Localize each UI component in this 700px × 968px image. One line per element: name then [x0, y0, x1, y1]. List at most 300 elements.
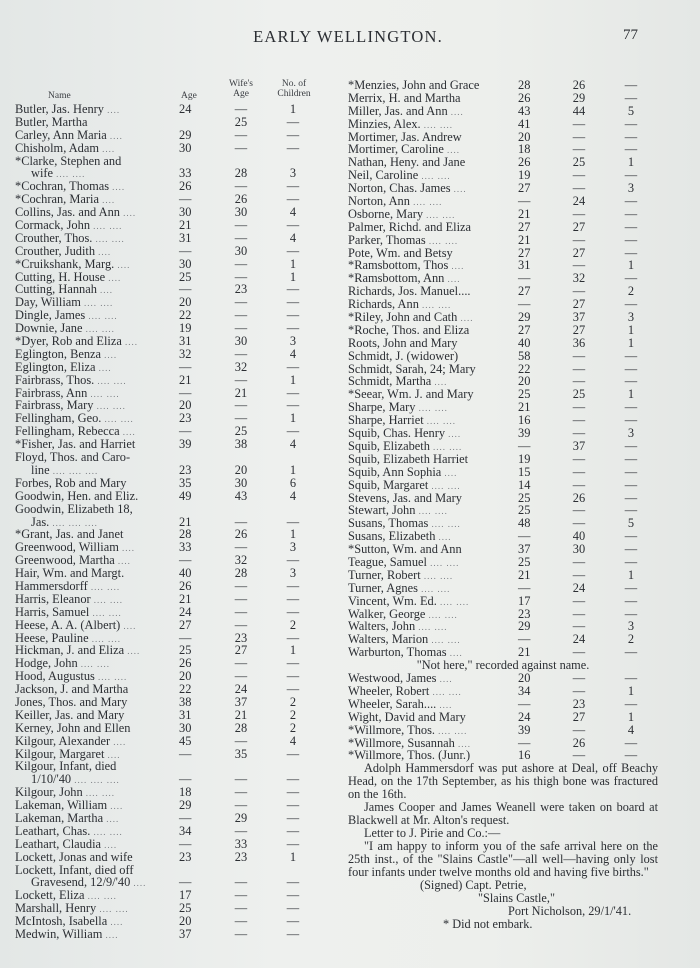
- wife-age-value: —: [234, 540, 248, 555]
- passenger-name: Fairbrass, Mary .... ....: [15, 398, 126, 413]
- wife-age-value: —: [234, 256, 248, 271]
- age-value: 23: [179, 462, 192, 477]
- children-value: 4: [289, 230, 297, 245]
- age-value: —: [179, 772, 192, 787]
- not-here-note: "Not here," recorded against name.: [416, 658, 590, 673]
- leader-dots: .... ....: [426, 416, 457, 427]
- wife-age-value: 33: [234, 836, 248, 851]
- wife-age-value: 23: [572, 696, 586, 711]
- children-value: 4: [627, 722, 635, 737]
- children-value: —: [286, 179, 300, 194]
- list-row: [348, 685, 658, 698]
- children-value: —: [286, 836, 300, 851]
- children-value: —: [286, 385, 300, 400]
- age-value: 25: [518, 554, 531, 569]
- wife-age-value: —: [234, 901, 248, 916]
- col-children-heading: No. of Children: [277, 79, 311, 99]
- age-value: —: [179, 875, 192, 890]
- wife-age-value: 24: [572, 632, 586, 647]
- leader-dots: ....: [108, 272, 122, 283]
- age-value: —: [518, 297, 531, 312]
- children-value: —: [624, 348, 638, 363]
- age-value: —: [518, 271, 531, 286]
- children-value: —: [286, 772, 300, 787]
- children-value: —: [286, 746, 300, 761]
- leader-dots: .... ....: [96, 401, 126, 412]
- passenger-name: Jas. .... .... ....: [31, 514, 98, 529]
- wife-age-value: —: [234, 398, 248, 413]
- leader-dots: .... ....: [421, 583, 451, 594]
- leader-dots: .... ....: [93, 594, 124, 605]
- passenger-name: Hammersdorff .... ....: [15, 578, 121, 593]
- left-column-header: [15, 79, 325, 103]
- wife-age-value: —: [234, 140, 248, 155]
- age-value: —: [518, 438, 531, 453]
- list-row: [348, 724, 658, 737]
- leader-dots: ....: [104, 349, 118, 360]
- leader-dots: .... ....: [439, 596, 470, 607]
- children-value: —: [624, 413, 638, 428]
- leader-dots: ....: [434, 377, 448, 388]
- passenger-name: Hair, Wm. and Margt.: [15, 566, 125, 581]
- leader-dots: ....: [444, 467, 458, 478]
- age-value: 20: [179, 914, 192, 929]
- age-value: 25: [518, 387, 531, 402]
- passenger-name: *Roche, Thos. and Eliza: [348, 322, 470, 337]
- wife-age-value: —: [572, 361, 586, 376]
- children-value: —: [624, 361, 638, 376]
- passenger-name: Sharpe, Mary .... ....: [348, 400, 448, 415]
- age-value: 21: [179, 591, 192, 606]
- leader-dots: .... ....: [432, 686, 462, 697]
- wife-age-value: 26: [234, 527, 248, 542]
- wife-age-value: 25: [572, 155, 586, 170]
- wife-age-value: 28: [234, 720, 248, 735]
- age-value: 31: [518, 258, 531, 273]
- passenger-name: Squib, Chas. Henry ....: [348, 426, 462, 441]
- leader-dots: .... ....: [418, 403, 448, 414]
- leader-dots: .... ....: [104, 414, 134, 425]
- wife-age-value: 36: [572, 335, 586, 350]
- leader-dots: .... ....: [87, 891, 117, 902]
- children-value: —: [624, 78, 638, 92]
- list-row: [348, 337, 658, 350]
- passenger-name: Hickman, J. and Eliza ....: [15, 643, 141, 658]
- passenger-name: Chisholm, Adam ....: [15, 140, 116, 155]
- list-row: [15, 361, 325, 374]
- leader-dots: .... ....: [99, 904, 129, 915]
- list-row: [15, 606, 325, 619]
- age-value: 26: [179, 656, 192, 671]
- passenger-name: Teague, Samuel .... ....: [348, 554, 460, 569]
- wife-age-value: —: [234, 656, 248, 671]
- age-value: 17: [518, 593, 531, 608]
- children-value: —: [624, 580, 638, 595]
- age-value: 20: [179, 295, 192, 310]
- children-value: —: [624, 194, 638, 209]
- children-value: —: [286, 798, 300, 813]
- age-value: 35: [179, 475, 192, 490]
- age-value: 39: [518, 722, 531, 737]
- list-row: [15, 219, 325, 232]
- passenger-name: Medwin, William ....: [15, 927, 119, 941]
- wife-age-value: 26: [234, 192, 248, 207]
- passenger-name: Pote, Wm. and Betsy: [348, 245, 453, 260]
- leader-dots: .... ....: [430, 557, 460, 568]
- age-value: —: [179, 630, 192, 645]
- right-passenger-list-continued: [348, 672, 658, 762]
- footnote-did-not-embark: * Did not embark.: [443, 917, 533, 932]
- children-value: —: [286, 308, 300, 323]
- age-value: 23: [179, 849, 192, 864]
- wife-age-value: 21: [234, 707, 248, 722]
- leader-dots: ....: [110, 801, 124, 812]
- wife-age-value: —: [572, 258, 586, 273]
- children-value: 2: [627, 284, 635, 299]
- leader-dots: .... ....: [85, 788, 116, 799]
- passenger-name: Miller, Jas. and Ann ....: [348, 103, 464, 118]
- age-value: —: [518, 529, 531, 544]
- children-value: —: [286, 823, 300, 838]
- passenger-name: Butler, Martha: [15, 114, 88, 129]
- wife-age-value: 25: [234, 424, 248, 439]
- leader-dots: ....: [123, 620, 137, 631]
- passenger-name: *Willmore, Thos. (Junr.): [348, 748, 471, 763]
- children-value: 1: [289, 411, 297, 426]
- passenger-name: line .... .... ....: [31, 462, 99, 477]
- children-value: —: [624, 271, 638, 286]
- age-value: 34: [518, 683, 531, 698]
- passenger-name: Wight, David and Mary: [348, 709, 466, 724]
- age-value: 20: [518, 374, 531, 389]
- leader-dots: .... ....: [97, 672, 128, 683]
- passenger-name: wife .... ....: [31, 166, 86, 181]
- wife-age-value: —: [572, 671, 586, 686]
- age-value: 31: [179, 707, 192, 722]
- children-value: 1: [627, 683, 635, 698]
- passenger-name: Susans, Thomas .... ....: [348, 516, 461, 531]
- children-value: 1: [289, 256, 297, 271]
- leader-dots: ....: [109, 130, 123, 141]
- leader-dots: ....: [107, 749, 121, 760]
- age-value: 24: [179, 604, 192, 619]
- passenger-name: Eglington, Benza ....: [15, 346, 118, 361]
- children-value: —: [286, 785, 300, 800]
- leader-dots: ....: [122, 543, 135, 554]
- wife-age-value: 24: [572, 194, 586, 209]
- list-row: [15, 103, 325, 116]
- passenger-name: Leathart, Chas. .... ....: [15, 823, 123, 838]
- wife-age-value: —: [572, 593, 586, 608]
- age-value: 29: [179, 127, 192, 142]
- wife-age-value: —: [572, 451, 586, 466]
- children-value: —: [624, 477, 638, 492]
- passenger-name: Walters, John .... ....: [348, 619, 448, 634]
- wife-age-value: 32: [234, 553, 248, 568]
- wife-age-value: —: [572, 619, 586, 634]
- wife-age-value: —: [572, 426, 586, 441]
- passenger-name: *Menzies, John and Grace: [348, 78, 480, 92]
- children-value: 1: [627, 322, 635, 337]
- passenger-name: Stewart, John .... ....: [348, 503, 448, 518]
- leader-dots: ....: [439, 674, 453, 685]
- wife-age-value: —: [572, 348, 586, 363]
- age-value: 30: [179, 140, 192, 155]
- leader-dots: .... ....: [418, 622, 448, 633]
- list-row: [15, 735, 325, 748]
- leader-dots: .... ....: [431, 635, 461, 646]
- list-row: [15, 709, 325, 722]
- wife-age-value: 26: [572, 490, 586, 505]
- children-value: —: [624, 464, 638, 479]
- wife-age-value: 23: [234, 849, 248, 864]
- children-value: —: [624, 90, 638, 105]
- leader-dots: ....: [98, 246, 112, 257]
- passenger-name: Fairbrass, Ann .... ....: [15, 385, 120, 400]
- page-header-title: EARLY WELLINGTON.: [253, 27, 443, 46]
- list-row: [348, 466, 658, 479]
- age-value: —: [179, 359, 192, 374]
- children-value: —: [624, 671, 638, 686]
- passenger-name: McIntosh, Isabella ....: [15, 914, 124, 929]
- children-value: —: [286, 578, 300, 593]
- list-row: [348, 92, 658, 105]
- children-value: 1: [627, 258, 635, 273]
- wife-age-value: —: [572, 503, 586, 518]
- children-value: 1: [627, 709, 635, 724]
- passenger-name: *Willmore, Susannah ....: [348, 735, 471, 750]
- age-value: 25: [518, 490, 531, 505]
- left-column: [15, 79, 325, 941]
- wife-age-value: 23: [234, 630, 248, 645]
- list-row: [348, 479, 658, 492]
- passenger-name: Lockett, Jonas and wife: [15, 849, 133, 864]
- leader-dots: ....: [449, 648, 463, 659]
- children-value: 1: [627, 335, 635, 350]
- passenger-name: Nathan, Heny. and Jane: [348, 155, 466, 170]
- age-value: 29: [518, 310, 531, 325]
- passenger-name: Cutting, H. House ....: [15, 269, 122, 284]
- age-value: 27: [518, 284, 531, 299]
- children-value: —: [624, 129, 638, 144]
- list-row: [348, 440, 658, 453]
- wife-age-value: 20: [234, 462, 248, 477]
- children-value: 1: [627, 387, 635, 402]
- list-row: [348, 569, 658, 582]
- age-value: 30: [179, 256, 192, 271]
- children-value: —: [286, 914, 300, 929]
- passenger-name: Mortimer, Caroline ....: [348, 142, 460, 157]
- age-value: —: [179, 385, 192, 400]
- children-value: —: [624, 142, 638, 157]
- leader-dots: ....: [110, 917, 124, 928]
- list-row: [15, 348, 325, 361]
- age-value: 19: [518, 168, 531, 183]
- leader-dots: .... ....: [88, 311, 118, 322]
- leader-dots: ....: [127, 646, 141, 657]
- passenger-name: Warburton, Thomas ....: [348, 645, 463, 660]
- list-row: [348, 595, 658, 608]
- passenger-name: *Cochran, Maria ....: [15, 192, 116, 207]
- wife-age-value: —: [572, 181, 586, 196]
- wife-age-value: 27: [572, 709, 586, 724]
- age-value: 14: [518, 477, 531, 492]
- children-value: 2: [289, 707, 297, 722]
- children-value: 4: [289, 733, 297, 748]
- children-value: —: [286, 218, 300, 233]
- children-value: —: [286, 630, 300, 645]
- passenger-name: Leathart, Claudia ....: [15, 836, 118, 851]
- passenger-name: Downie, Jane .... ....: [15, 321, 115, 336]
- wife-age-value: —: [234, 346, 248, 361]
- list-row: [15, 490, 325, 503]
- children-value: —: [624, 438, 638, 453]
- age-value: 41: [518, 116, 531, 131]
- leader-dots: ....: [102, 195, 116, 206]
- age-value: —: [179, 746, 192, 761]
- passenger-name: Turner, Robert .... ....: [348, 567, 454, 582]
- passenger-name: Norton, Ann .... ....: [348, 194, 443, 209]
- wife-age-value: —: [234, 127, 248, 142]
- children-value: —: [286, 669, 300, 684]
- leader-dots: .... ....: [433, 441, 463, 452]
- passenger-name: Turner, Agnes .... ....: [348, 580, 451, 595]
- children-value: —: [624, 206, 638, 221]
- leader-dots: ....: [104, 839, 118, 850]
- children-value: 1: [289, 462, 297, 477]
- age-value: 21: [518, 206, 531, 221]
- age-value: —: [179, 192, 192, 207]
- age-value: 38: [179, 694, 192, 709]
- age-value: 25: [179, 269, 192, 284]
- list-row: [15, 464, 325, 477]
- age-value: 37: [518, 542, 531, 557]
- age-value: 27: [518, 219, 531, 234]
- passenger-name: Fellingham, Rebecca ....: [15, 424, 136, 439]
- note-letter-heading: Letter to J. Pirie and Co.:—: [364, 826, 501, 841]
- age-value: —: [518, 696, 531, 711]
- wife-age-value: —: [572, 116, 586, 131]
- leader-dots: ....: [448, 429, 462, 440]
- children-value: 2: [627, 632, 635, 647]
- list-row: [15, 825, 325, 838]
- children-value: —: [624, 503, 638, 518]
- passenger-name: Squib, Elizabeth Harriet: [348, 451, 469, 466]
- passenger-name: Greenwood, Martha ....: [15, 553, 131, 568]
- wife-age-value: —: [572, 683, 586, 698]
- children-value: —: [286, 114, 300, 129]
- list-row: [15, 851, 325, 864]
- note-hammersdorf: Adolph Hammersdorf was put ashore at Deal, off Beachy Head, on the 17th September, as his thigh bone was fractured on the 16th.: [348, 761, 658, 802]
- children-value: 1: [289, 102, 297, 116]
- passenger-name: Richards, Jos. Manuel....: [348, 284, 471, 299]
- list-row: [348, 582, 658, 595]
- passenger-name: Greenwood, William ....: [15, 540, 135, 555]
- children-value: —: [624, 606, 638, 621]
- leader-dots: .... ....: [438, 725, 468, 736]
- passenger-name: Westwood, James ....: [348, 671, 453, 686]
- children-value: 3: [289, 334, 297, 349]
- leader-dots: ....: [123, 208, 137, 219]
- list-row: [15, 503, 325, 516]
- children-value: —: [286, 282, 300, 297]
- passenger-name: Schmidt, J. (widower): [348, 348, 459, 363]
- wife-age-value: 30: [572, 542, 586, 557]
- age-value: 26: [518, 90, 531, 105]
- wife-age-value: —: [234, 578, 248, 593]
- wife-age-value: —: [572, 413, 586, 428]
- wife-age-value: —: [234, 617, 248, 632]
- children-value: —: [286, 591, 300, 606]
- list-row: [348, 556, 658, 569]
- age-value: —: [179, 553, 192, 568]
- wife-age-value: —: [234, 798, 248, 813]
- passenger-name: Kilgour, John .... ....: [15, 785, 116, 800]
- list-row: [15, 142, 325, 155]
- children-value: —: [624, 645, 638, 660]
- leader-dots: ....: [451, 261, 465, 272]
- wife-age-value: 37: [572, 438, 586, 453]
- passenger-name: Hodge, John .... ....: [15, 656, 110, 671]
- children-value: —: [624, 232, 638, 247]
- passenger-name: Wheeler, Sarah.... ....: [348, 696, 453, 711]
- age-value: 19: [518, 451, 531, 466]
- wife-age-value: —: [234, 411, 248, 426]
- wife-age-value: —: [572, 168, 586, 183]
- age-value: —: [179, 836, 192, 851]
- right-column: [348, 79, 658, 931]
- leader-dots: .... ....: [91, 633, 121, 644]
- wife-age-value: —: [572, 554, 586, 569]
- list-row: [348, 105, 658, 118]
- children-value: —: [624, 696, 638, 711]
- wife-age-value: 30: [234, 243, 248, 258]
- age-value: 32: [179, 346, 192, 361]
- passenger-name: Palmer, Richd. and Eliza: [348, 219, 472, 234]
- children-value: 2: [289, 617, 297, 632]
- leader-dots: ....: [460, 313, 474, 324]
- age-value: 27: [179, 617, 192, 632]
- list-row: [348, 195, 658, 208]
- age-value: 33: [179, 166, 192, 181]
- wife-age-value: —: [234, 218, 248, 233]
- wife-age-value: 27: [572, 322, 586, 337]
- age-value: 31: [179, 334, 192, 349]
- age-value: 25: [179, 901, 192, 916]
- leader-dots: ....: [106, 813, 120, 824]
- leader-dots: ....: [453, 184, 467, 195]
- leader-dots: .... ....: [426, 209, 456, 220]
- passenger-name: Susans, Elizabeth ....: [348, 529, 452, 544]
- passenger-name: Marshall, Henry .... ....: [15, 901, 129, 916]
- col-name-heading: Name: [48, 91, 71, 101]
- children-value: —: [286, 656, 300, 671]
- wife-age-value: 28: [234, 566, 248, 581]
- wife-age-value: 27: [572, 245, 586, 260]
- list-row: [15, 245, 325, 258]
- passenger-name: Vincent, Wm. Ed. .... ....: [348, 593, 470, 608]
- passenger-name: Parker, Thomas .... ....: [348, 232, 459, 247]
- children-value: —: [624, 116, 638, 131]
- passenger-name: Eglington, Eliza ....: [15, 359, 112, 374]
- leader-dots: .... ....: [97, 375, 127, 386]
- wife-age-value: 27: [572, 219, 586, 234]
- wife-age-value: 27: [234, 643, 248, 658]
- leader-dots: ....: [100, 285, 114, 296]
- age-value: 21: [179, 218, 192, 233]
- passenger-name: Squib, Elizabeth .... ....: [348, 438, 463, 453]
- age-value: 33: [179, 540, 192, 555]
